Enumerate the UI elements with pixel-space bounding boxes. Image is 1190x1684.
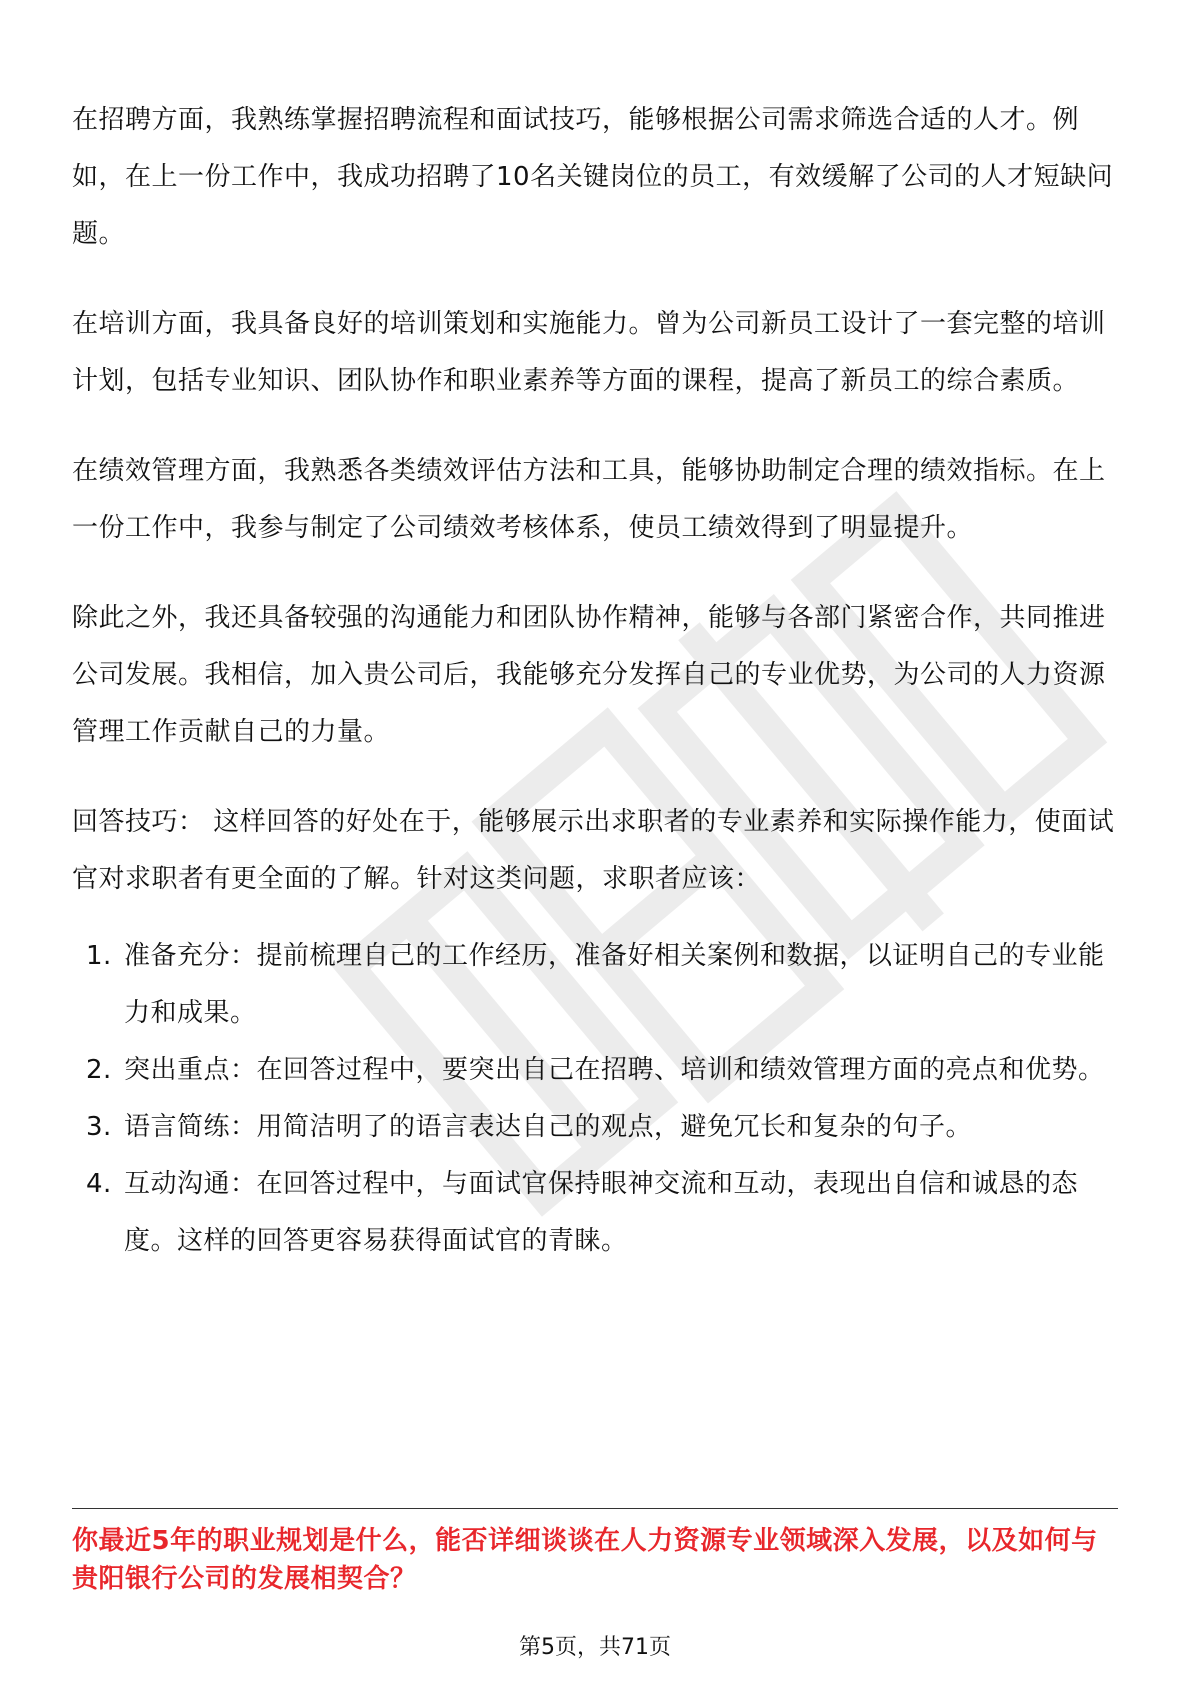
- list-item: [72, 1042, 1118, 1099]
- list-item-text: 准备充分：提前梳理自己的工作经历，准备好相关案例和数据，以证明自己的专业能力和成果。: [124, 941, 1105, 1028]
- section-divider: [72, 1508, 1118, 1509]
- paragraph-training: 在培训方面，我具备良好的培训策划和实施能力。曾为公司新员工设计了一套完整的培训计划，包括专业知识、团队协作和职业素养等方面的课程，提高了新员工的综合素质。: [72, 309, 1106, 396]
- paragraph-tips-intro: 回答技巧： 这样回答的好处在于，能够展示出求职者的专业素养和实际操作能力，使面试官对求职者有更全面的了解。针对这类问题，求职者应该：: [72, 807, 1115, 894]
- paragraph-recruit: 在招聘方面，我熟练掌握招聘流程和面试技巧，能够根据公司需求筛选合适的人才。例如，在上一份工作中，我成功招聘了10名关键岗位的员工，有效缓解了公司的人才短缺问题。: [72, 105, 1114, 249]
- list-item-text: 互动沟通：在回答过程中，与面试官保持眼神交流和互动，表现出自信和诚恳的态度。这样的回答更容易获得面试官的青睐。: [124, 1169, 1079, 1256]
- page-indicator: 第5页，共71页: [519, 1635, 671, 1660]
- list-number: 4.: [86, 1169, 112, 1199]
- list-item-text: 突出重点：在回答过程中，要突出自己在招聘、培训和绩效管理方面的亮点和优势。: [124, 1055, 1105, 1085]
- paragraph-performance: 在绩效管理方面，我熟悉各类绩效评估方法和工具，能够协助制定合理的绩效指标。在上一份工作中，我参与制定了公司绩效考核体系，使员工绩效得到了明显提升。: [72, 456, 1106, 543]
- list-number: 2.: [86, 1055, 112, 1085]
- list-item: [72, 928, 1118, 1042]
- document-body: [72, 92, 1118, 1270]
- list-number: 1.: [86, 941, 112, 971]
- next-question-heading: 你最近5年的职业规划是什么，能否详细谈谈在人力资源专业领域深入发展，以及如何与贵阳银行公司的发展相契合？: [72, 1526, 1098, 1594]
- paragraph-other: 除此之外，我还具备较强的沟通能力和团队协作精神，能够与各部门紧密合作，共同推进公司发展。我相信，加入贵公司后，我能够充分发挥自己的专业优势，为公司的人力资源管理工作贡献自己的力量。: [72, 603, 1106, 747]
- list-item: [72, 1099, 1118, 1156]
- list-number: 3.: [86, 1112, 112, 1142]
- list-item: [72, 1156, 1118, 1270]
- tips-list: [72, 928, 1118, 1270]
- list-item-text: 语言简练：用简洁明了的语言表达自己的观点，避免冗长和复杂的句子。: [124, 1112, 973, 1142]
